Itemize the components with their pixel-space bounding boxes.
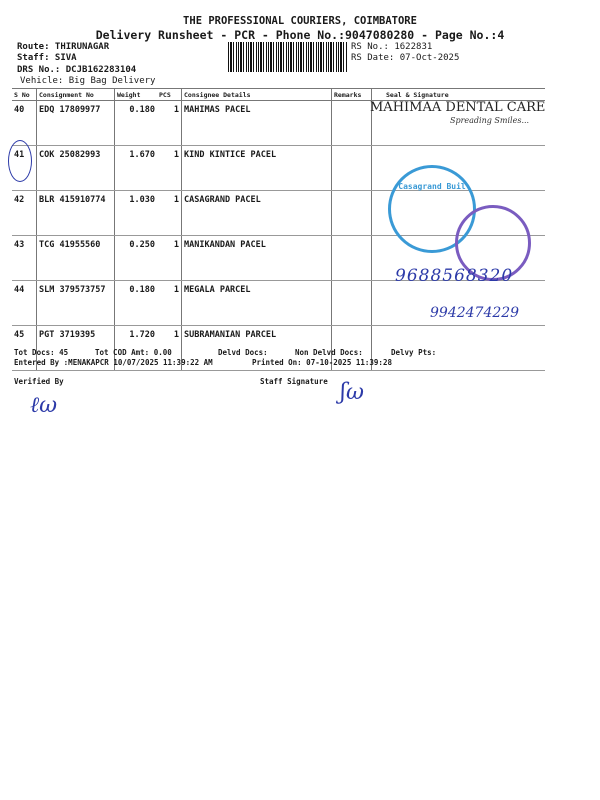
- rs-date: RS Date: 07-Oct-2025: [351, 53, 460, 63]
- delvy-pts: Delvy Pts:: [391, 348, 437, 357]
- col-remarks: Remarks: [332, 89, 372, 101]
- row-sno: 42: [12, 191, 37, 236]
- row-sno: 45: [12, 326, 37, 371]
- mahimaa-tagline: Spreading Smiles...: [450, 116, 530, 125]
- company-title: THE PROFESSIONAL COURIERS, COIMBATORE: [183, 15, 417, 27]
- row-remarks: [332, 236, 372, 281]
- verifier-signature: ℓω: [30, 393, 58, 418]
- row-consignee: MANIKANDAN PACEL: [182, 236, 332, 281]
- row-consignment-no: PGT 3719395: [37, 326, 115, 371]
- row-remarks: [332, 101, 372, 146]
- staff: Staff: SIVA: [17, 53, 77, 63]
- col-weight: Weight: [115, 89, 158, 101]
- runsheet-subtitle: Delivery Runsheet - PCR - Phone No.:9047080280 - Page No.:4: [95, 28, 505, 42]
- row-pcs: 1: [157, 281, 182, 326]
- row-41-circle-mark: [8, 140, 32, 182]
- col-seal: Seal & Signature: [372, 89, 546, 101]
- staff-signature-label: Staff Signature: [260, 377, 328, 386]
- non-delvd-docs: Non Delvd Docs:: [295, 348, 363, 357]
- barcode: [228, 42, 348, 72]
- drs-number: DRS No.: DCJB162283104: [17, 65, 137, 75]
- row-consignment-no: TCG 41955560: [37, 236, 115, 281]
- row-pcs: 1: [157, 101, 182, 146]
- casagrand-stamp: Casagrand Buil: [388, 165, 476, 253]
- table-header: [12, 89, 545, 101]
- row-pcs: 1: [157, 326, 182, 371]
- route: Route: THIRUNAGAR: [17, 42, 110, 52]
- row-pcs: 1: [157, 146, 182, 191]
- col-consignee: Consignee Details: [182, 89, 332, 101]
- col-sno: S No: [12, 89, 37, 101]
- row-consignee: SUBRAMANIAN PARCEL: [182, 326, 332, 371]
- handwritten-phone-2: 9942474229: [430, 305, 520, 321]
- row-remarks: [332, 146, 372, 191]
- row-weight: 1.030: [115, 191, 158, 236]
- col-pcs: PCS: [157, 89, 182, 101]
- row-consignment-no: EDQ 17809977: [37, 101, 115, 146]
- vehicle: Vehicle: Big Bag Delivery: [20, 76, 156, 86]
- row-sno: 40: [12, 101, 37, 146]
- col-consignment: Consignment No: [37, 89, 115, 101]
- handwritten-phone-1: 9688568320: [395, 266, 514, 286]
- row-sno: 44: [12, 281, 37, 326]
- delvd-docs: Delvd Docs:: [218, 348, 268, 357]
- printed-on: Printed On: 07-10-2025 11:39:28: [252, 358, 392, 367]
- row-remarks: [332, 281, 372, 326]
- staff-signature: ʃω: [340, 380, 364, 405]
- row-consignee: MAHIMAS PACEL: [182, 101, 332, 146]
- row-consignment-no: SLM 379573757: [37, 281, 115, 326]
- row-consignment-no: COK 25082993: [37, 146, 115, 191]
- row-weight: 0.180: [115, 101, 158, 146]
- tot-docs: Tot Docs: 45: [14, 348, 69, 357]
- row-remarks: [332, 191, 372, 236]
- verified-by-label: Verified By: [14, 377, 64, 386]
- row-consignee: MEGALA PARCEL: [182, 281, 332, 326]
- entered-by: Entered By :MENAKAPCR 10/07/2025 11:39:22 AM: [14, 358, 213, 367]
- row-weight: 1.720: [115, 326, 158, 371]
- row-consignment-no: BLR 415910774: [37, 191, 115, 236]
- tot-cod: Tot COD Amt: 0.00: [95, 348, 172, 357]
- mahimaa-stamp: MAHIMAA DENTAL CARE: [370, 100, 546, 115]
- row-sno: 43: [12, 236, 37, 281]
- row-consignee: KIND KINTICE PACEL: [182, 146, 332, 191]
- row-pcs: 1: [157, 191, 182, 236]
- row-weight: 1.670: [115, 146, 158, 191]
- row-consignee: CASAGRAND PACEL: [182, 191, 332, 236]
- row-sno: 41: [12, 146, 37, 191]
- row-weight: 0.180: [115, 281, 158, 326]
- row-pcs: 1: [157, 236, 182, 281]
- rs-number: RS No.: 1622831: [351, 42, 433, 52]
- row-weight: 0.250: [115, 236, 158, 281]
